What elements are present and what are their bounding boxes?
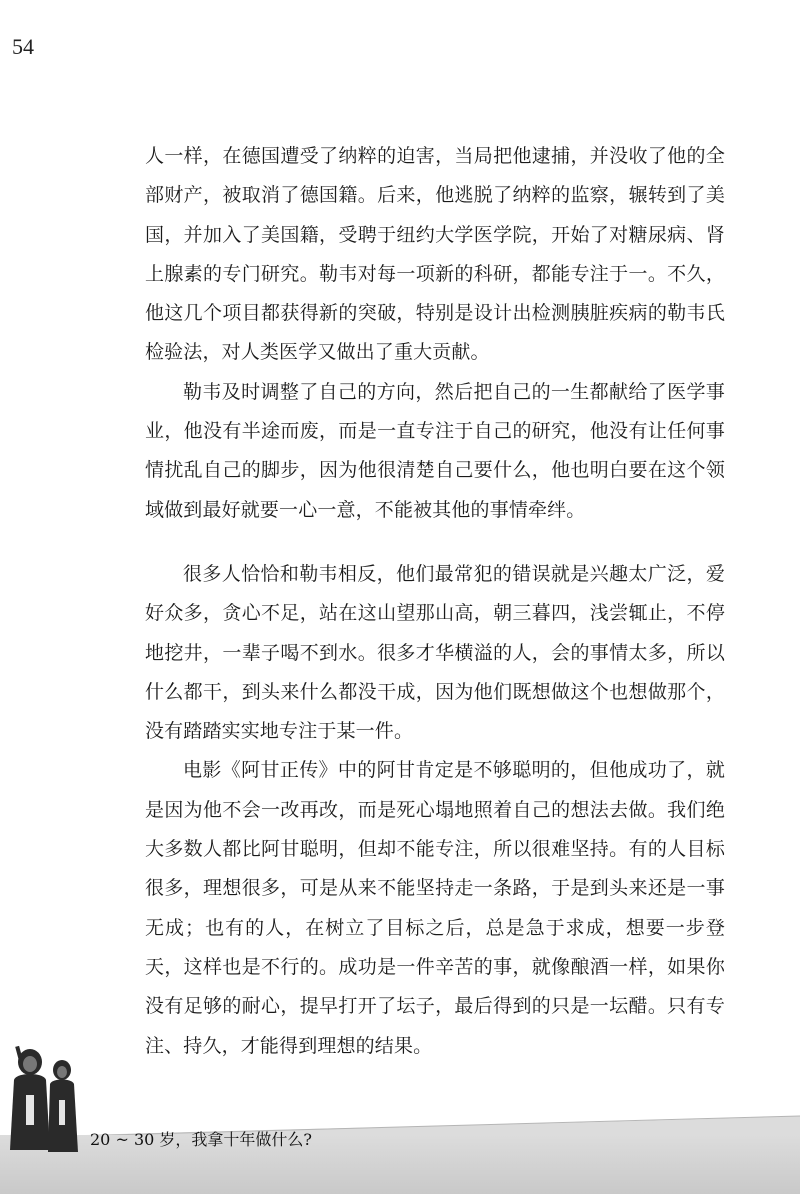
footer-photo-illustration — [4, 1040, 84, 1160]
running-title: 20 ~ 30 岁，我拿十年做什么? — [90, 1130, 312, 1149]
paragraph: 电影《阿甘正传》中的阿甘肯定是不够聪明的，但他成功了，就是因为他不会一改再改，而是死心塌地照着自己的想法去做。我们绝大多数人都比阿甘聪明，但却不能专注，所以很难坚持。有的人目标很多，理想很多，可是从来不能坚持走一条路，于是到头来还是一事无成；也有的人，在树立了目标之后，总是急于求成，想要一步登天，这样也是不行的。成功是一件辛苦的事，就像酿酒一样，如果你没有足够的耐心，提早打开了坛子，最后得到的只是一坛醋。只有专注、持久，才能得到理想的结果。 — [145, 759, 725, 1057]
paragraph-continued: 人一样，在德国遭受了纳粹的迫害，当局把他逮捕，并没收了他的全部财产，被取消了德国籍。后来，他逃脱了纳粹的监察，辗转到了美国，并加入了美国籍，受聘于纽约大学医学院，开始了对糖尿病、肾上腺素的专门研究。勒韦对每一项新的科研，都能专注于一。不久，他这几个项目都获得新的突破，特别是设计出检测胰脏疾病的勒韦氏检验法，对人类医学又做出了重大贡献。 — [145, 145, 725, 364]
paragraph: 很多人恰恰和勒韦相反，他们最常犯的错误就是兴趣太广泛，爱好众多，贪心不足，站在这山望那山高，朝三暮四，浅尝辄止，不停地挖井，一辈子喝不到水。很多才华横溢的人，会的事情太多，所以什么都干，到头来什么都没干成，因为他们既想做这个也想做那个，没有踏踏实实地专注于某一件。 — [145, 563, 725, 743]
paragraph: 勒韦及时调整了自己的方向，然后把自己的一生都献给了医学事业，他没有半途而废，而是一直专注于自己的研究，他没有让任何事情扰乱自己的脚步，因为他很清楚自己要什么，他也明白要在这个领域做到最好就要一心一意，不能被其他的事情牵绊。 — [145, 380, 725, 521]
page-number: 54 — [12, 34, 34, 59]
text-block-lower — [145, 555, 725, 1066]
text-block-upper — [145, 137, 725, 530]
